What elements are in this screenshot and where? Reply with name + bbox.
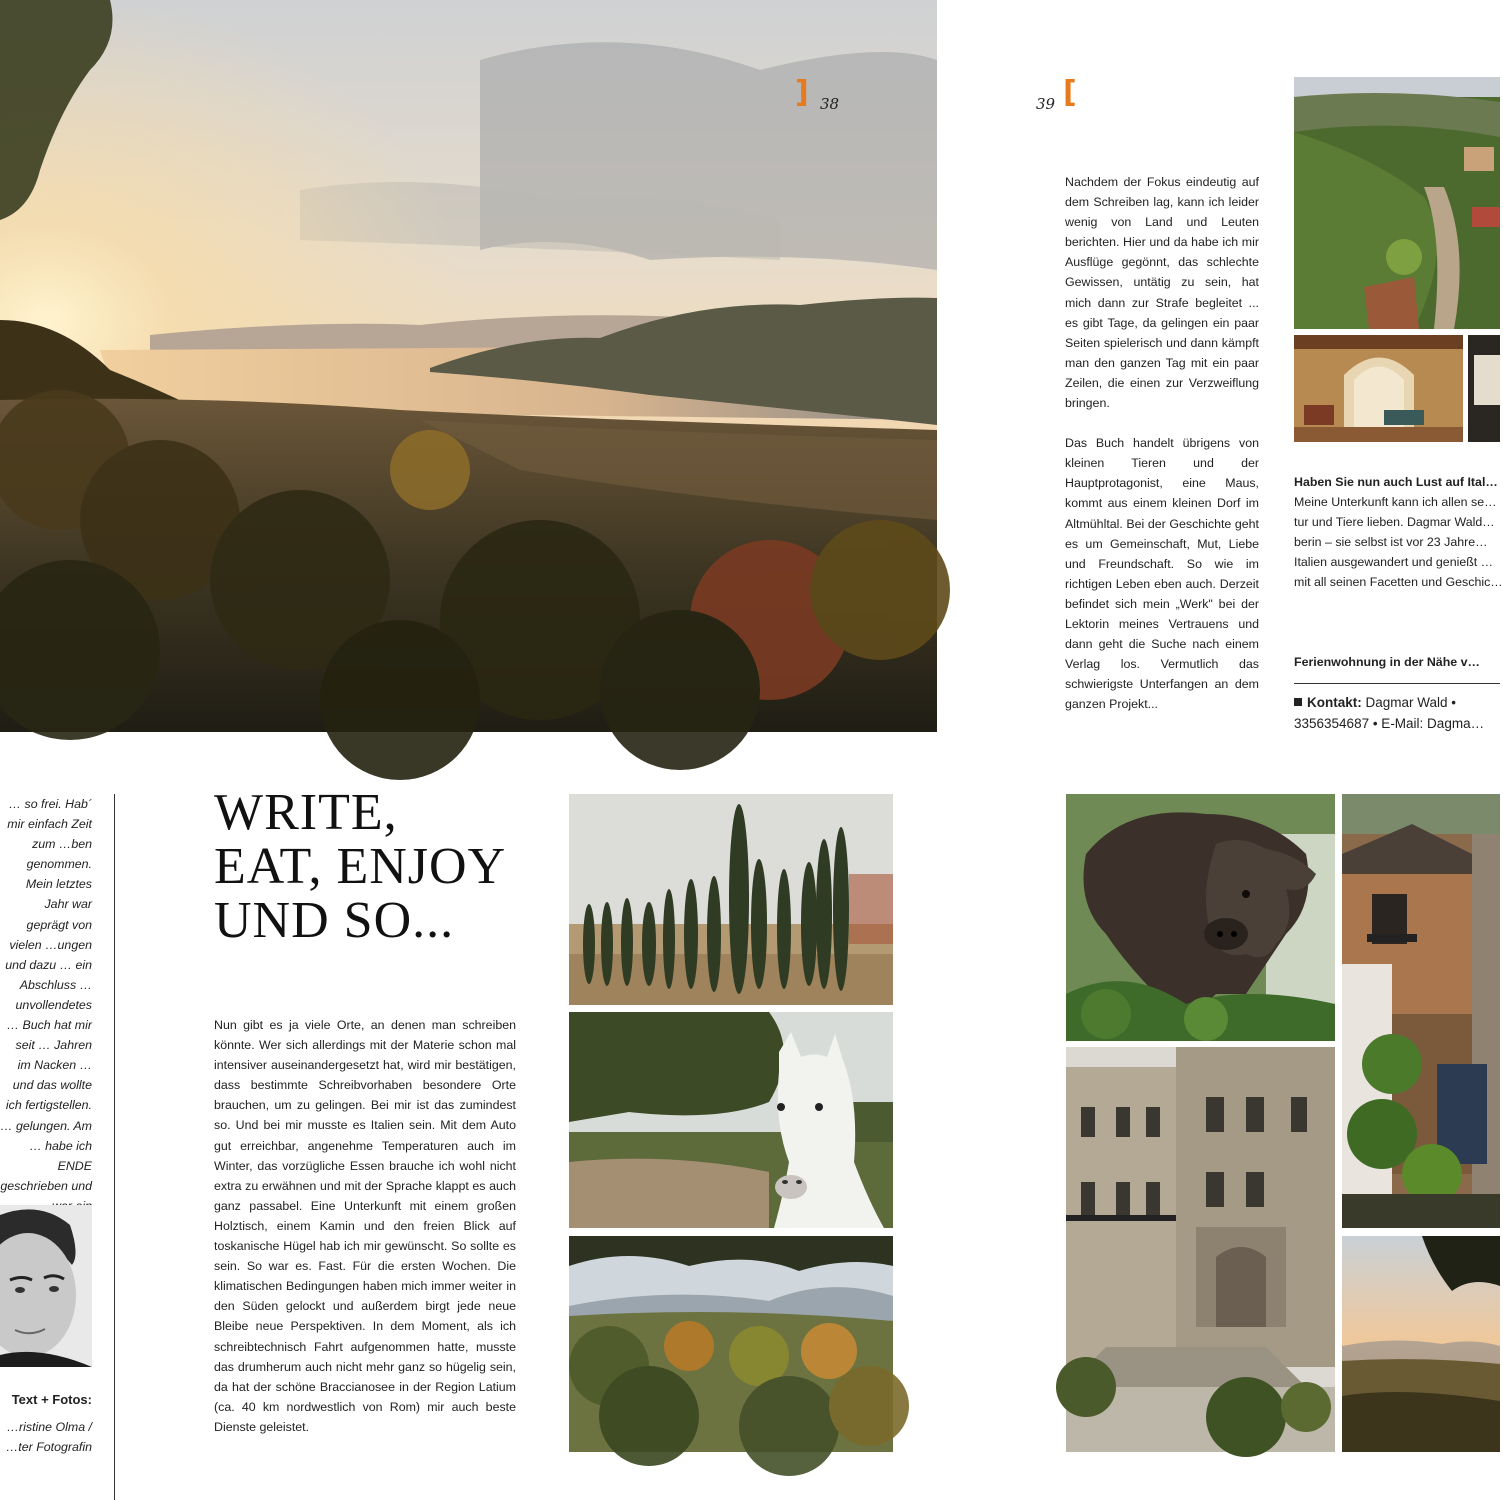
contact-label: Kontakt: bbox=[1307, 695, 1362, 710]
stone-village-photo bbox=[1342, 794, 1500, 1228]
sidebar-text bbox=[1294, 492, 1503, 592]
intro-quote bbox=[0, 794, 92, 1193]
credit-role: …ter Fotografin bbox=[5, 1440, 92, 1454]
contact-phone-email: 3356354687 • E-Mail: Dagma… bbox=[1294, 716, 1485, 731]
misty-sunset-photo bbox=[1342, 1236, 1500, 1452]
credit-name: …ristine Olma / bbox=[6, 1420, 92, 1434]
contact-name: Dagmar Wald • bbox=[1365, 695, 1457, 710]
credit-label: Text + Fotos: bbox=[11, 1392, 92, 1407]
tuscan-hills-photo bbox=[569, 1236, 893, 1452]
article-body-right bbox=[1065, 172, 1259, 734]
sidebar-line-4: Italien ausgewandert und genießt … bbox=[1294, 555, 1494, 570]
page-bracket-left: ] bbox=[795, 75, 809, 110]
article-left-paragraph: Nun gibt es ja viele Orte, an denen man schreiben könnte. Wer sich allerdings mit der Materie schon mal intensiver auseinandergesetzt hat, wird mir bestätigen, dass bestimmte Schreibvorhaben besondere Orte brauchen, um zu gelingen. Bei mir ist das zumindest so. Und bei mir musste es Italien sein. Mit dem Auto gut erreichbar, angenehme Temperaturen auch im Winter, das vorzügliche Essen brauche ich wohl nicht extra zu erwähnen und mit der Sprache klappt es auch ganz passabel. Eine Unterkunft mit einem großen Holztisch, einem Kamin und den freien Blick auf toskanische Hügel hab ich mir gewünscht. So sollte es sein. So war es. Fast. Für die ersten Wochen. Die klimatischen Bedingungen haben mich immer weiter in den Süden gelockt und außerdem birgt jede neue Bleibe neue Perspektiven. In dem Moment, als ich schreibtechnisch Fahrt aufgenommen hatte, musste das drumherum auch nicht mehr ganz so hügelig sein, da hat der schöne Braccianosee in der Region Latium (ca. 40 km nordwestlich von Rom) mir auch beste Dienste geleistet. bbox=[214, 1018, 516, 1434]
sidebar-line-3: berin – sie selbst ist vor 23 Jahre… bbox=[1294, 535, 1488, 550]
page-number-left: 38 bbox=[820, 95, 840, 113]
historic-square-photo bbox=[1066, 1047, 1335, 1452]
sidebar-line-2: tur und Tiere lieben. Dagmar Wald… bbox=[1294, 515, 1495, 530]
ferienwohnung-heading: Ferienwohnung in der Nähe v… bbox=[1294, 655, 1480, 669]
article-right-paragraph-1: Nachdem der Fokus eindeutig auf dem Schreiben lag, kann ich leider wenig von Land und Leuten berichten. Hier und da habe ich mir Ausflüge gegönnt, das schlechte Gewissen, untätig zu sein, hat mich dann zur Strafe begleitet ... es gibt Tage, da gelingen ein paar Seiten spielerisch und dann kämpft man den ganzen Tag mit ein paar Zeilen, die einen zur Verzweiflung bringen. bbox=[1065, 175, 1259, 411]
sidebar-line-5: mit all seinen Facetten und Geschic… bbox=[1294, 575, 1503, 590]
sidebar-line-1: Meine Unterkunft kann ich allen se… bbox=[1294, 495, 1497, 509]
column-divider bbox=[114, 794, 115, 1500]
headline-line-3: UND SO... bbox=[214, 892, 455, 949]
square-bullet-icon bbox=[1294, 698, 1302, 706]
aerial-estate-photo bbox=[1294, 77, 1500, 329]
article-body-left bbox=[214, 1015, 516, 1457]
sidebar-heading: Haben Sie nun auch Lust auf Ital… bbox=[1294, 475, 1498, 489]
headline-line-2: EAT, ENJOY bbox=[214, 838, 507, 895]
wild-boar-photo bbox=[1066, 794, 1335, 1041]
interior-room-photo bbox=[1294, 335, 1463, 442]
article-right-paragraph-2: Das Buch handelt übrigens von kleinen Tieren und der Hauptprotagonist, eine Maus, kommt aus einem kleinen Dorf im Altmühltal. Bei der Geschichte geht es um Gemeinschaft, Mut, Liebe und Freundschaft. So wie im richtigen Leben eben auch. Derzeit befindet sich mein „Werk" bei der Lektorin meines Vertrauens und dann geht die Suche nach einem Verlag los. Vermutlich das schwierigste Unterfangen an dem ganzen Projekt... bbox=[1065, 436, 1259, 712]
page-number-right: 39 bbox=[1036, 95, 1056, 113]
author-portrait bbox=[0, 1205, 92, 1367]
contact-line bbox=[1294, 693, 1500, 713]
interior-detail-photo bbox=[1468, 335, 1500, 442]
intro-quote-text: … so frei. Hab´ mir einfach Zeit zum …ben genommen. Mein letztes Jahr war geprägt von vielen …ungen und dazu … ein Abschluss … unvollendetes … Buch hat mir seit … Jahren im Nacken … und das wollte ich fertigstellen. … gelungen. Am … habe ich ENDE geschrieben und bbox=[0, 797, 92, 1193]
white-horse-photo bbox=[569, 1012, 893, 1228]
headline-line-1: WRITE, bbox=[214, 784, 398, 841]
cypress-trees-photo bbox=[569, 794, 893, 1005]
sidebar-divider bbox=[1294, 683, 1500, 684]
article-headline bbox=[214, 786, 544, 948]
page-bracket-right: [ bbox=[1063, 75, 1077, 110]
